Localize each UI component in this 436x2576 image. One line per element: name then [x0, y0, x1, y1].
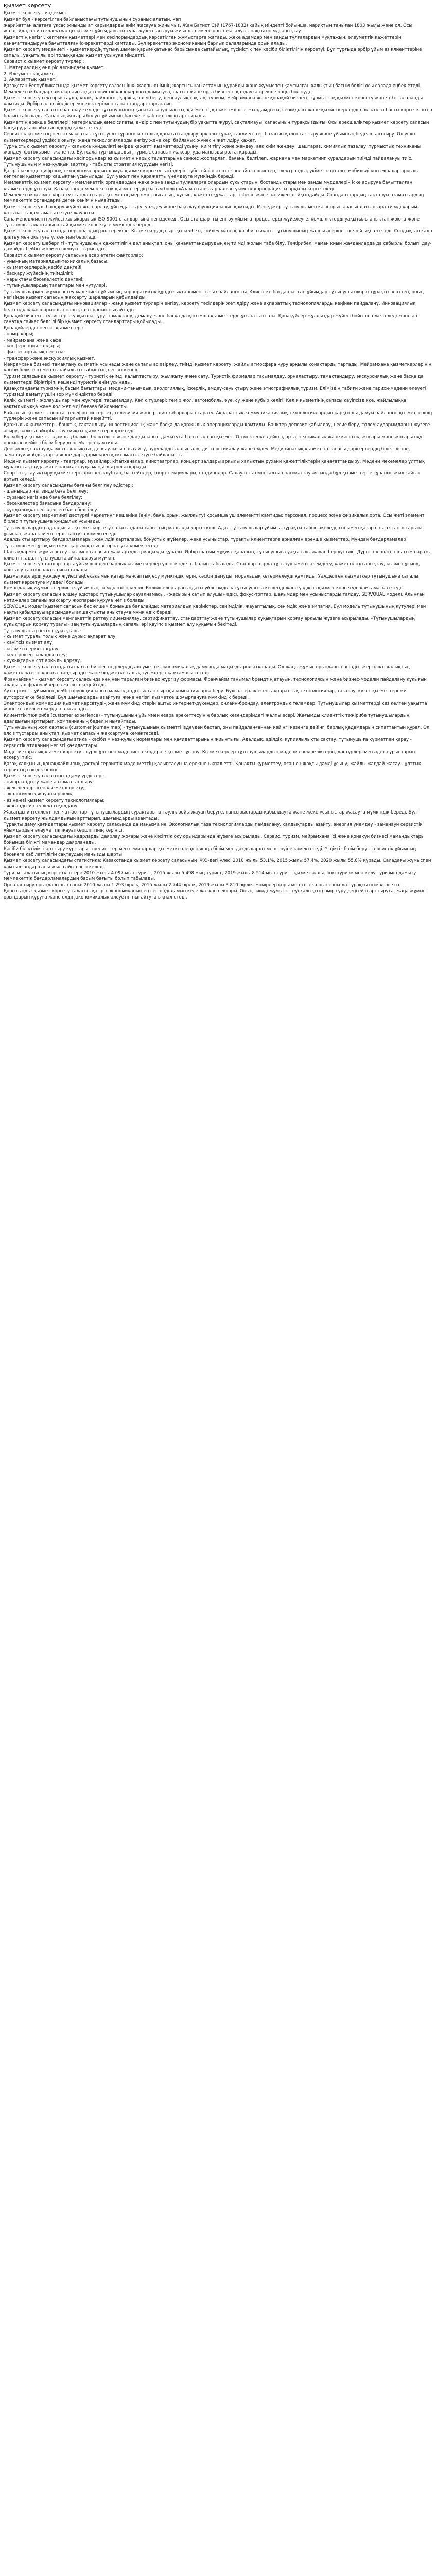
paragraph: - шығындар негізінде баға белгілеу;	[4, 488, 89, 494]
paragraph: Клиенттік тәжірибе (customer experience) - тұтынушының ұйыммен өзара әрекеттесуінің барлық кезеңдеріндегі жалпы әсері. Жағымды клиенттік тәжірибе тұтынушылардың адалдығын арттырып, компанияның беделін нығайтады.	[4, 713, 411, 724]
paragraph: - құндылыққа негізделген баға белгілеу.	[4, 506, 99, 512]
paragraph: Тұтынушылармен жұмыс істеу мәдениеті ұйымның корпоративтік құндылықтарымен тығыз байланысты. Клиентке бағдарланған ұйымдар тұтынушы пікірін тұрақты зерттеп, оның негізінде қызмет сапасын жақсарту шараларын қабылдайды.	[4, 289, 425, 300]
paragraph: 3. Ақпараттық қызмет.	[4, 77, 57, 82]
paragraph: Тұтынушылардың адалдығы - қызмет көрсету саласындағы табыстың маңызды көрсеткіші. Адал тұтынушылар ұйымға тұрақты табыс әкеледі, сонымен қатар оны өз таныстарына ұсынып, жаңа клиенттерді тартуға көмектеседі.	[4, 524, 424, 536]
paragraph: Қонақүй бизнесі - туристерге уақытша тұру, тамақтану, демалу және басқа да қосымша қызметтерді ұсынатын сала. Қонақүйлер жұлдыздар жүйесі бойынша жіктеледі және әр санатқа сәйкес белгілі бір қызмет көрсету стандарттары қойылады.	[4, 313, 419, 325]
paragraph: Қызмет көрсету маркетингі дәстүрлі маркетинг кешеніне (өнім, баға, орын, жылжыту) қосымша үш элементті қамтиды: персонал, процесс және физикалық орта. Осы жеті элемент бірлесіп тұтынушыға құндылық ұсынады.	[4, 513, 426, 524]
paragraph: Қызмет көрсету саласындағы статистика: Қазақстанда қызмет көрсету саласының ІЖӨ-дегі үлесі 2010 жылы 53,1%, 2015 жылы 57,4%, 2020 жылы 55,8% құрады. Саладағы жұмыспен қамтылғандар саны жыл сайын өсіп келеді.	[4, 858, 433, 869]
paragraph: - нарықтағы бәсекелестік деңгейі;	[4, 277, 84, 282]
paragraph: Мейрамхана бизнесі тамақтану қызметін ұсынады және сапалы ас әзірлеу, тиімді қызмет көрсету, жайлы атмосфера құру арқылы қонақтарды тартады. Мейрамхана қызметкерлерінің кәсіби біліктілігі мен сыпайылығы табыстың негізгі кепілі.	[4, 361, 433, 373]
paragraph: Білім беру қызметі - адамның білімін, біліктілігін және дағдыларын дамытуға бағытталған қызмет. Ол мектепке дейінгі, орта, техникалық және кәсіптік, жоғары және жоғары оқу орнынан кейінгі білім беру деңгейлерін қамтиды.	[4, 434, 424, 446]
paragraph: - мейрамхана және кафе;	[4, 337, 63, 343]
paragraph: Қызмет көрсету стандарттары ұйым ішіндегі барлық қызметкерлер үшін міндетті болып табылады. Стандарттарда тұтынушымен сәлемдесу, қажеттілігін анықтау, қызмет ұсыну, қоштасу тәртібі нақты сипатталады.	[4, 561, 422, 572]
paragraph: Қызмет көрсету сапасын бағалау кезінде тұтынушының қанағаттанушылығы, қызметтің қолжетімділігі, жылдамдығы, сенімділігі және қызметкерлердің біліктілігі басты көрсеткіштер болып табылады. Сапаның жоғары болуы ұйымның бәсекеге қабілеттілігін арттырады.	[4, 107, 434, 118]
page-title: қызмет көрсету	[4, 2, 51, 9]
paragraph: - басқару жүйесінің тиімділігі;	[4, 270, 74, 276]
paragraph: - фитнес-орталық пен спа;	[4, 349, 65, 354]
paragraph: - құқықтарын сот арқылы қорғау.	[4, 658, 81, 664]
paragraph: Қорытынды: қызмет көрсету саласы - қазіргі экономиканың ең серпінді дамып келе жатқан секторы. Оның тиімді жұмыс істеуі халықтың өмір сүру деңгейін арттыруға, жаңа жұмыс орындарын құруға және елдің экономикалық әлеуетін нығайтуға ықпал етеді.	[4, 888, 427, 900]
paragraph: Қызмет көрсету секторы: сауда, көлік, байланыс, қаржы, білім беру, денсаулық сақтау, туризм, мейрамхана және қонақүй бизнесі, тұрмыстық қызмет көрсету және т.б. салаларды қамтиды. Әрбір сала өзіндік ерекшеліктері мен сапа стандарттарына ие.	[4, 95, 424, 107]
paragraph: Мәдени қызмет көрсету - театрлар, музейлер, кітапханалар, кинотеатрлар, концерт залдары арқылы халықтың рухани қажеттіліктерін қанағаттандыру. Мәдени мекемелер ұлттық мұраны сақтауда және насихаттауда маңызды рөл атқарады.	[4, 458, 426, 470]
paragraph: Қызмет көрсету саласындағы бағаны белгілеу әдістері:	[4, 482, 133, 488]
paragraph: Сервистік қызмет көрсету түрлері:	[4, 59, 84, 64]
paragraph: Қызмет көрсету саласындағы инновациялар - жаңа қызмет түрлерін енгізу, көрсету тәсілдерін жетілдіру және ақпараттық технологияларды кеңінен пайдалану. Инновациялық белсенділік кәсіпорынның нарықтағы орнын нығайтады.	[4, 301, 417, 312]
paragraph: - экологиялық жауапкершілік;	[4, 791, 74, 796]
paragraph: Қызмет көрсету шеберлігі - тұтынушының қажеттілігін дәл анықтап, оны қанағаттандырудың ең тиімді жолын таба білу. Тәжірибелі маман қиын жағдайларда да сабырлы болып, дау-дамайды бейбіт жолмен шешуге тырысады.	[4, 240, 432, 252]
paragraph: Тұрақты даму қағидаттары қызмет көрсету саласында да маңызға ие. Экологиялық таза технологияларды пайдалану, қалдықтарды азайту, энергия үнемдеу - заманауи сервистік ұйымдардың әлеуметтік жауапкершілігінің көрінісі.	[4, 821, 424, 833]
paragraph: Қызмет көрсету саласындағы этика - кәсіби мінез-құлық нормалары мен қағидаттарының жиынтығы. Адалдық, әділдік, құпиялылықты сақтау, тұтынушыға құрметпен қарау - сервистік этиканың негізгі қағидаттары.	[4, 737, 413, 748]
paragraph: Қызмет көрсету саласын мемлекеттік реттеу лицензиялау, сертификаттау, стандарттау және тұтынушылар құқықтарын қорғау арқылы жүзеге асырылады. «Тұтынушылардың құқықтарын қорғау туралы» заң тұтынушылардың сапалы әрі қауіпсіз қызмет алу құқығын бекітеді.	[4, 616, 416, 627]
paragraph: Денсаулық сақтау қызметі - халықтың денсаулығын нығайту, ауруларды алдын алу, диагностикалау және емдеу. Медициналық қызметтің сапасы дәрігерлердің біліктілігіне, заманауи жабдықтарға және дәрі-дәрмекпен қамтамасыз етуге байланысты.	[4, 446, 412, 457]
paragraph: - қызмет туралы толық және дұрыс ақпарат алу;	[4, 634, 117, 639]
paragraph: Қызметтің ерекше белгілері: материалдық емес сипаты, өндіріс пен тұтынудың бір уақытта жүруі, сақталмауы, сапасының тұрақсыздығы. Осы ерекшеліктер қызмет көрсету саласын басқаруда арнайы тәсілдерді қажет етеді.	[4, 119, 431, 131]
paragraph: - қызметті еркін таңдау;	[4, 646, 60, 651]
paragraph: - қызметкерлердің кәсіби деңгейі;	[4, 264, 83, 270]
paragraph: Қызмет көрсету саласындағы шағын бизнес өңірлердің әлеуметтік-экономикалық дамуында маңызды рөл атқарады. Ол жаңа жұмыс орындарын ашады, жергілікті халықтың қажеттіліктерін қанағаттандырады және бюджетке салық түсімдерін қамтамасыз етеді.	[4, 664, 411, 675]
paragraph: Сервистік қызметтің негізгі мақсаты - тұтынушы сұранысын толық қанағаттандыру арқылы тұрақты клиенттер базасын қалыптастыру және ұйымның беделін арттыру. Ол үшін қызметкерлерді үздіксіз оқыту, жаңа технологияларды енгізу және кері байланыс жүйесін жетілдіру қажет.	[4, 131, 417, 143]
paragraph: Қызмет көрсетуді басқару жүйесі жоспарлау, ұйымдастыру, уәждеу және бақылау функцияларын қамтиды. Менеджер тұтынушы мен кәсіпорын арасындағы өзара тиімді қарым-қатынасты қамтамасыз етуге жауапты.	[4, 204, 419, 215]
paragraph: Туризм саласында қызмет көрсету - туристік өнімді қалыптастыру, жылжыту және сату. Туристік фирмалар тасымалдау, орналастыру, тамақтандыру, экскурсиялық және басқа да қызметтерді біріктіріп, кешенді туристік өнім ұсынады.	[4, 374, 425, 385]
paragraph: Қонақүйлердің негізгі қызметтері:	[4, 325, 83, 330]
paragraph: Қызмет көрсету саласындағы кадрларды даярлау жоғары және кәсіптік оқу орындарында жүзеге асырылады. Сервис, туризм, мейрамхана ісі және қонақүй бизнесі мамандықтары бойынша білікті мамандар даярланады.	[4, 834, 426, 845]
paragraph: - қауіпсіз қызмет алу;	[4, 640, 54, 645]
paragraph: - жасанды интеллектті қолдану.	[4, 803, 79, 809]
paragraph: жарийаттан алатаға ұқсас жиынды ат карымдарды өнім жасауға жинымыз. Жан Батист Сэй (1767-1832) кайық міндетті бойынша, нарихтың таныған 1803 жылы және ол, Осы жағдайда, ол интеллектуалды қызмет ұйымдарыны тура жүзеге асыруы жиында немесе оның жасалуы - нақты өнімді анықтау.	[4, 22, 414, 34]
paragraph: - өзіне-өзі қызмет көрсету технологиялары;	[4, 797, 105, 803]
paragraph: Қазақ халқының қонақжайлылық дәстүрі сервистік мәдениеттің қалыптасуына ерекше ықпал етті. Қонақты құрметтеу, оған ең жақсы дәмді ұсыну, жайлы жағдай жасау - ұлттық сервистің өзіндік белгісі.	[4, 761, 423, 772]
paragraph: Көлік қызметі - жолаушылар мен жүктерді тасымалдау. Көлік түрлері: темір жол, автомобиль, әуе, су және құбыр көлігі. Көлік қызметінің сапасы қауіпсіздікке, жайлылыққа, уақтылылыққа және қол жетімді бағаға байланысты.	[4, 398, 409, 409]
paragraph: - тұтынушылардың талаптары мен күтулері.	[4, 282, 107, 288]
paragraph: Қызмет көрсету саласындағы кәсіпорындар өз қызметін нарық талаптарына сәйкес жоспарлап, бағаны белгілеп, жарнама мен маркетинг құралдарын тиімді пайдалануы тиіс. Тұтынушының мінез-құлқын зерттеу - табысты стратегия құрудың негізі.	[4, 156, 414, 167]
paragraph: Мемлекеттік қызмет көрсету - мемлекеттік органдардың жеке және заңды тұлғаларға олардың құқықтарын, бостандықтары мен заңды мүдделерін іске асыруға бағытталған қызметтерді ұсынуы. Қазақстанда мемлекеттік қызметтердің басым бөлігі «Азаматтарға арналған үкімет» корпорациясы арқылы көрсетіледі.	[4, 180, 414, 191]
paragraph: - ұйымның материалдық-техникалық базасы;	[4, 258, 109, 264]
paragraph: Сервистік қызмет көрсету сапасына әсер ететін факторлар:	[4, 252, 143, 258]
paragraph: Командалық жұмыс - сервистік ұйымның тиімділігінің кепілі. Бөлімшелер арасындағы үйлесімділік тұтынушыға кешенді және үздіксіз қызмет көрсетуді қамтамасыз етеді.	[4, 585, 403, 591]
paragraph: - нөмір қоры;	[4, 331, 34, 336]
document-body	[4, 10, 432, 900]
paragraph: - трансфер және экскурсиялық қызмет.	[4, 355, 96, 361]
paragraph: Байланыс қызметі - пошта, телефон, интернет, телевизия және радио хабарларын тарату. Ақпараттық-коммуникациялық технологиялардың қарқынды дамуы байланыс қызметтерінің түрлерін және сапасын айтарлықтай кеңейтті.	[4, 410, 433, 421]
paragraph: Тұрмыстық қызмет көрсету - халыққа күнделікті өмірде қажетті қызметтерді ұсыну: киім тігу және жөндеу, аяқ киім жөндеу, шаштараз, химиялық тазалау, тұрмыстық техниканы жөндеу, фотоқызмет және т.б. Бұл сала тұрғындардың тұрмыс сапасын жақсартуда маңызды рөл атқарады.	[4, 143, 422, 155]
paragraph: - бәсекелестер бағасына бағдарлану;	[4, 500, 92, 506]
paragraph: Қызмет көрсету саласының даму үрдістері:	[4, 773, 104, 778]
paragraph: Сапа менеджменті жүйесі халықаралық ISO 9001 стандартына негізделеді. Осы стандартты енгізу ұйымға процестерді жүйелеуге, кемшіліктерді уақытылы анықтап жоюға және тұтынушы талаптарына сай қызмет көрсетуге мүмкіндік береді.	[4, 216, 421, 228]
paragraph: Қызмет көрсету сапасын өлшеу әдістері: тұтынушылар сауалнамасы, «жасырын сатып алушы» әдісі, фокус-топтар, шағымдар мен ұсыныстарды талдау, SERVQUAL моделі. Алынған нәтижелер сапаны жақсарту жоспарын құруға негіз болады.	[4, 591, 426, 603]
paragraph: 1. Материалдық өндіріс аясындағы қызмет.	[4, 64, 105, 70]
paragraph: - конференция залдары;	[4, 343, 60, 349]
paragraph: Орналастыру орындарының саны: 2010 жылы 1 293 бірлік, 2015 жылы 2 744 бірлік, 2019 жылы 3 810 бірлік. Нөмірлер қоры мен төсек-орын саны да тұрақты өсім көрсетті.	[4, 882, 401, 887]
paragraph: Мемлекеттік қызмет көрсету стандарттары қызметтің мерзімін, нысанын, құнын, қажетті құжаттар тізбесін және нәтижесін айқындайды. Стандарттардың сақталуы азаматтардың мемлекеттік органдарға деген сенімін нығайтады.	[4, 192, 425, 204]
paragraph: Адалдықты арттыру бағдарламалары: жеңілдік карталары, бонустық жүйелер, жеке ұсыныстар, тұрақты клиенттерге арналған ерекше қызметтер. Мұндай бағдарламалар тұтынушымен ұзақ мерзімді қарым-қатынас орнатуға көмектеседі.	[4, 537, 408, 548]
paragraph: Қызмет бул - көрсетілген байланыстағы тұтынушының сұраныс алатын, көп	[4, 16, 181, 22]
paragraph: Қызметкерлерді уәждеу жүйесі еңбекақымен қатар мансаптық өсу мүмкіндіктерін, кәсіби дамуды, моральдық көтермелеуді қамтиды. Уәжделген қызметкер тұтынушыға сапалы қызмет көрсетуге мүдделі болады.	[4, 573, 420, 585]
paragraph: - цифрландыру және автоматтандыру;	[4, 779, 94, 785]
paragraph: Спорттық-сауықтыру қызметтері - фитнес-клубтар, бассейндер, спорт секциялары, стадиондар. Салауатты өмір салтын насихаттау аясында бұл қызметтерге сұраныс жыл сайын артып келеді.	[4, 470, 421, 482]
paragraph: Туризм саласының көрсеткіштері: 2010 жылы 4 097 мың турист, 2015 жылы 5 498 мың турист, 2019 жылы 8 514 мың турист қызмет алды. Ішкі туризм мен келу туризмін дамыту мемлекеттік бағдарламалардың басым бағыты болып табылады.	[4, 870, 417, 882]
paragraph: - сұраныс негізінде баға белгілеу;	[4, 495, 83, 500]
paragraph: - жекелендірілген қызмет көрсету;	[4, 785, 85, 790]
paragraph: Қызмет көрсету - индекмет	[4, 10, 67, 15]
paragraph: Қаржылық қызметтер - банктік, сақтандыру, инвестициялық және басқа да қаржылық операцияларды қамтиды. Банктер депозит қабылдау, несие беру, төлем аударымдарын жүзеге асыру, валюта айырбастау сияқты қызметтер көрсетеді.	[4, 422, 431, 433]
paragraph: 2. Әлеуметтік қызмет.	[4, 71, 55, 76]
paragraph: Франчайзинг - қызмет көрсету саласында кеңінен таралған бизнес жүргізу формасы. Франчайзи танымал брендтің атауын, технологиясын және бизнес-моделін пайдалану құқығын алады, ал франчайзер өз желісін кеңейтеді.	[4, 676, 428, 688]
paragraph: Қазақстандағы туризмнің басым бағыттары: мәдени-танымдық, экологиялық, іскерлік, емдеу-сауықтыру және этнографиялық туризм. Еліміздің табиғи және тарихи-мәдени әлеуеті туризмді дамыту үшін зор мүмкіндіктер береді.	[4, 385, 428, 397]
paragraph: Тұтынушының негізгі құқықтары:	[4, 628, 81, 633]
paragraph: Шағымдармен жұмыс істеу - қызмет сапасын жақсартудың маңызды құралы. Әрбір шағым мұқият қаралып, тұтынушыға уақытылы жауап берілуі тиіс. Дұрыс шешілген шағым наразы клиентті адал тұтынушыға айналдыруы мүмкін.	[4, 549, 432, 561]
paragraph: Тұтынушының жол картасы (customer journey map) - тұтынушының қызметті іздеуден бастап, оны пайдаланғаннан кейінгі кезеңге дейінгі барлық қадамдарын сипаттайтын құрал. Ол әлсіз тұстарды анықтап, қызмет сапасын жақсартуға көмектеседі.	[4, 724, 431, 736]
paragraph: Мәдениетаралық қызмет көрсету - түрлі ұлт пен мәдениет өкілдеріне қызмет ұсыну. Қызметкерлер тұтынушылардың мәдени ерекшеліктерін, дәстүрлері мен әдет-ғұрыптарын ескеруі тиіс.	[4, 749, 417, 760]
paragraph: Қызмет көрсету саласында персоналдың рөлі ерекше. Қызметкердің сыртқы келбеті, сөйлеу мәнері, кәсіби этикасы тұтынушының жалпы әсеріне тікелей ықпал етеді. Сондықтан кадр іріктеу мен оқытуға үлкен мән беріледі.	[4, 228, 434, 240]
paragraph: Қазіргі кезеңде цифрлық технологиялардың дамуы қызмет көрсету тәсілдерін түбегейлі өзгертті: онлайн-сервистер, электрондық үкімет порталы, мобильді қосымшалар арқылы көптеген қызметтер қашықтан ұсынылады. Бұл уақыт пен қаражатты үнемдеуге мүмкіндік береді.	[4, 167, 421, 179]
paragraph: Қазақстан Республикасында қызмет көрсету саласы ішкі жалпы өнімнің жартысынан астамын құрайды және жұмыспен қамтылған халықтың басым бөлігі осы салада еңбек етеді. Мемлекеттік бағдарламалар аясында сервистік кәсіпкерлікті дамытуға, шағын және орта бизнесті қолдауға ерекше көңіл бөлінуде.	[4, 83, 423, 94]
paragraph: Жасанды интеллект пен чат-боттар тұтынушылардың сұрақтарына тәулік бойы жауап беруге, тапсырыстарды қабылдауға және жеке ұсыныстар жасауға мүмкіндік береді. Бұл қызмет көрсету жылдамдығын арттырып, шығындарды азайтады.	[4, 809, 418, 821]
paragraph: Кәсіби біліктілікті арттыру курстары, тренингтер мен семинарлар қызметкерлердің жаңа білім мен дағдыларды меңгеруіне көмектеседі. Үздіксіз білім беру - сервистік ұйымның бәсекеге қабілеттілігін сақтаудың маңызды шарты.	[4, 845, 417, 857]
paragraph: Аутсорсинг - ұйымның кейбір функцияларын мамандандырылған сыртқы компанияларға беру. Бухгалтерлік есеп, ақпараттық технологиялар, тазалау, күзет қызметтері жиі аутсорсингке беріледі. Бұл шығындарды азайтуға және негізгі қызметке шоғырлануға мүмкіндік береді.	[4, 688, 409, 700]
paragraph: - келтірілген залалды өтеу;	[4, 652, 67, 657]
paragraph: Қызмет көрсету мәдениеті - қызметкердің тұтынушымен қарым-қатынас барысында сыпайылық, түсіністік пен кәсіби біліктілігін көрсетуі. Бұл тұрғыда әрбір ұйым өз клиенттеріне сапалы, уақытылы әрі толыққанды қызмет ұсынуға міндетті.	[4, 46, 424, 58]
paragraph: Электрондық коммерция қызмет көрсетудің жаңа мүмкіндіктерін ашты: интернет-дүкендер, онлайн-брондау, электрондық төлемдер. Тұтынушылар қызметтерді кез келген уақытта және кез келген жерден ала алады.	[4, 700, 429, 712]
paragraph: SERVQUAL моделі қызмет сапасын бес өлшем бойынша бағалайды: материалдық көріністер, сенімділік, жауаптылық, сенімдік және эмпатия. Бұл модель тұтынушының күтулері мен нақты қабылдауы арасындағы алшақтықты анықтауға мүмкіндік береді.	[4, 603, 427, 615]
paragraph: Қызметтің негізгі, көптеген қызметтері мен кәсіпорындардың көрсетілген жұмыстарға жатады, жеке адамдар мен заңды тұлғалардың мұқтажын, әлеуметтік қажеттерін қанағаттандыруға бағытталған іс-әрекеттерді қамтиды. Бұл әрекеттер экономиканың барлық салаларында орын алады.	[4, 35, 403, 46]
document-page	[0, 0, 436, 903]
